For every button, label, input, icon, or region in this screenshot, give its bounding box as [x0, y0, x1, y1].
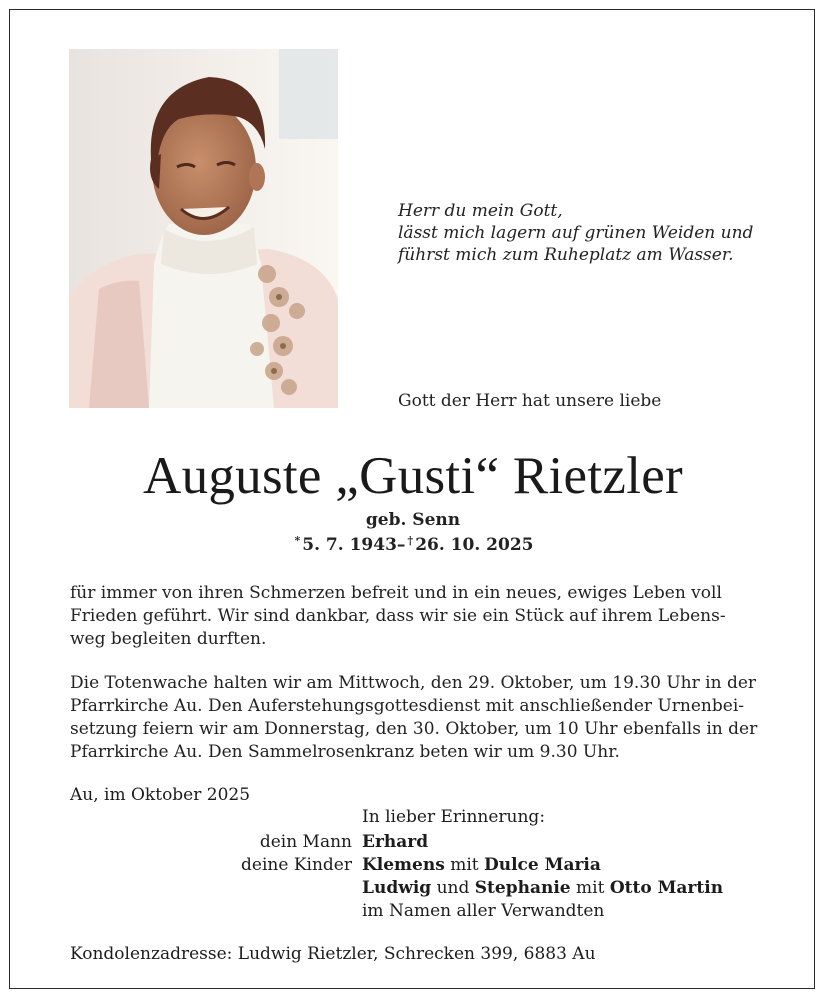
birth-date: 5. 7. 1943	[302, 535, 397, 555]
quote-line: Herr du mein Gott,	[398, 201, 563, 221]
birth-name: geb. Senn	[365, 510, 461, 530]
intro-text: Gott der Herr hat unsere liebe	[398, 391, 662, 411]
quote-line: führst mich zum Ruheplatz am Wasser.	[398, 245, 734, 265]
paragraph-line: Pfarrkirche Au. Den Auferstehungsgottesdienst mit anschließender Urnenbei-	[70, 696, 744, 716]
birth-symbol: *	[294, 534, 301, 547]
memory-heading: In lieber Erinnerung:	[362, 807, 546, 827]
service-details-paragraph	[70, 672, 760, 764]
quote-line: lässt mich lagern auf grünen Weiden und	[398, 223, 754, 243]
paragraph-line: weg begleiten durften.	[70, 629, 267, 649]
child-name: Klemens	[362, 855, 445, 875]
bible-quote	[398, 200, 778, 266]
paragraph-line: setzung feiern wir am Donnerstag, den 30. Oktober, um 10 Uhr ebenfalls in der	[70, 719, 758, 739]
place-date: Au, im Oktober 2025	[70, 785, 251, 805]
connector-text: mit	[444, 855, 484, 875]
paragraph-line: Pfarrkirche Au. Den Sammelrosenkranz beten wir um 9.30 Uhr.	[70, 742, 620, 762]
husband-label: dein Mann	[259, 832, 352, 852]
portrait-photo	[69, 49, 338, 408]
child-name: Ludwig	[362, 878, 432, 898]
connector-text: und	[431, 878, 475, 898]
deceased-name: Auguste „Gusti“ Rietzler	[143, 447, 683, 505]
announcement-paragraph	[70, 582, 760, 651]
relatives-line: im Namen aller Verwandten	[362, 901, 605, 921]
paragraph-line: Frieden geführt. Wir sind dankbar, dass wir sie ein Stück auf ihrem Lebens-	[70, 606, 726, 626]
date-separator: –	[396, 535, 406, 555]
paragraph-line: für immer von ihren Schmerzen befreit und in ein neues, ewiges Leben voll	[70, 583, 722, 603]
partner-name: Otto Martin	[609, 878, 724, 898]
husband-name: Erhard	[362, 832, 429, 852]
life-dates	[0, 534, 826, 555]
connector-text: mit	[570, 878, 610, 898]
death-symbol: †	[407, 534, 414, 547]
family-labels	[120, 831, 352, 877]
children-label: deine Kinder	[241, 855, 352, 875]
partner-name: Dulce Maria	[484, 855, 601, 875]
condolence-address: Kondolenzadresse: Ludwig Rietzler, Schrecken 399, 6883 Au	[70, 944, 596, 964]
family-names	[362, 831, 723, 923]
child-name: Stephanie	[474, 878, 571, 898]
death-date: 26. 10. 2025	[415, 535, 534, 555]
paragraph-line: Die Totenwache halten wir am Mittwoch, den 29. Oktober, um 19.30 Uhr in der	[70, 673, 757, 693]
